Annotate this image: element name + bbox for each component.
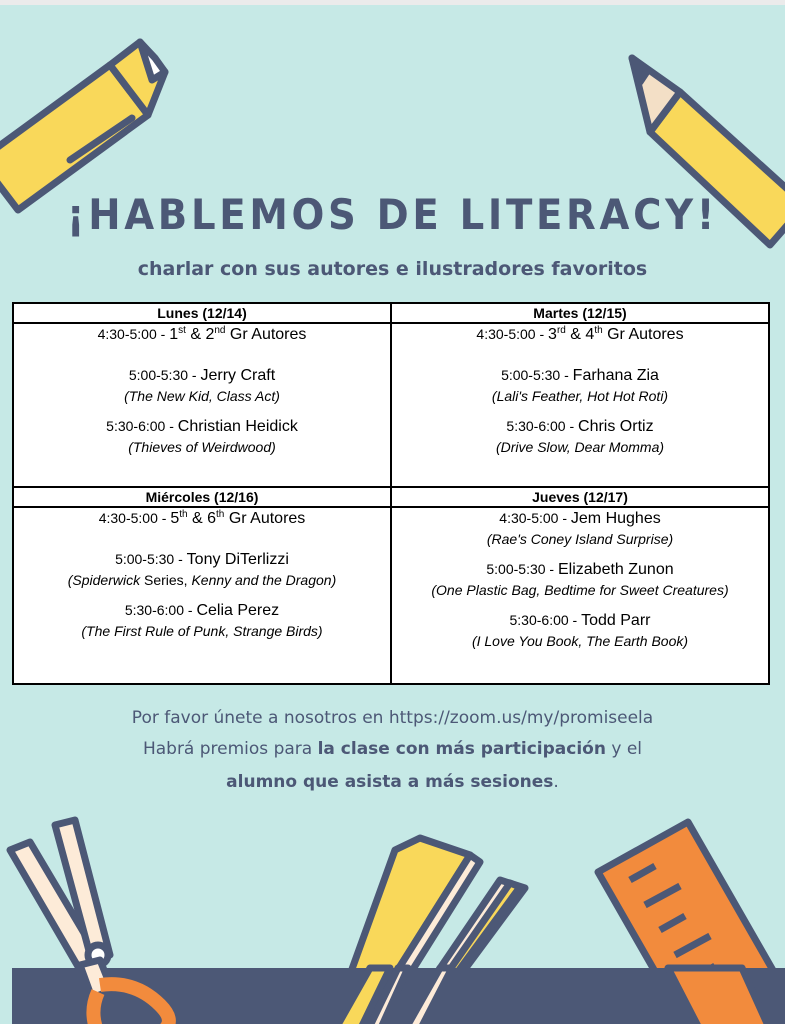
grade-number: 5 [170,510,180,528]
grade-suffix: st [178,325,186,336]
book-title-italic: (Spiderwick [67,572,141,589]
session-time: 5:30-6:00 - [124,602,197,619]
session-slot [392,416,768,437]
day-header-thursday: Jueves (12/17) [391,487,769,507]
session-slot [392,365,768,386]
book-titles: (The New Kid, Class Act) [124,388,280,404]
session-time: 5:30-6:00 - [506,418,579,434]
book-titles [14,570,390,590]
session-slot [14,365,390,386]
session-time: 5:00-5:30 - [501,367,573,383]
book-title-italic: Kenny and the Dragon) [191,572,337,589]
day-header-monday: Lunes (12/14) [13,303,391,323]
book-titles: (Thieves of Weirdwood) [128,439,276,455]
book-titles: (Rae's Coney Island Surprise) [486,531,674,548]
page-subtitle: charlar con sus autores e ilustradores favoritos [137,258,648,280]
grade-number: 2 [205,326,215,343]
grade-number: 1 [169,326,179,343]
grade-joiner: & [185,326,206,343]
grade-joiner: & [187,510,208,528]
session-time: 4:30-5:00 - [499,510,571,527]
prize-text: Habrá premios para [142,739,318,759]
grade-label: Gr Autores [224,510,306,528]
session-time: 5:30-6:00 - [106,418,178,434]
session-slot [14,324,390,345]
grade-suffix: th [179,509,188,521]
scissors-handle-icon [100,984,169,1024]
author-name: Todd Parr [581,612,651,630]
session-time: 5:00-5:30 - [115,551,187,568]
book-titles: (One Plastic Bag, Bedtime for Sweet Creatures) [431,582,729,599]
session-slot [392,508,768,529]
session-slot [392,324,768,345]
prize-text: . [553,772,559,792]
grade-number: 6 [207,510,217,528]
session-time: 4:30-5:00 - [476,326,549,342]
day-header-wednesday: Miércoles (12/16) [13,487,391,507]
author-name: Elizabeth Zunon [557,561,674,579]
author-name: Jerry Craft [200,367,276,384]
session-slot [392,559,768,580]
session-time: 4:30-5:00 - [97,326,170,342]
author-name: Chris Ortiz [578,418,654,435]
grade-suffix: nd [214,325,226,336]
session-slot [14,549,390,570]
grade-label: Gr Autores [225,326,307,343]
book-titles: (Lali's Feather, Hot Hot Roti) [491,388,669,404]
day-cell-monday [13,323,391,487]
grade-number: 4 [585,326,595,343]
session-slot [392,610,768,631]
grade-suffix: th [216,509,225,521]
session-time: 5:00-5:30 - [128,367,201,383]
session-slot [14,600,390,621]
grade-suffix: th [594,325,603,336]
ruler-base-icon [668,968,770,1024]
author-name: Tony DiTerlizzi [186,551,289,569]
prize-highlight: la clase con más participación [317,739,606,759]
author-name: Jem Hughes [570,510,661,528]
book-title-plain: Series, [140,572,192,589]
day-header-tuesday: Martes (12/15) [391,303,769,323]
pen-body-icon [405,968,452,1024]
prize-line-2 [0,772,785,792]
grade-joiner: & [565,326,586,343]
grade-number: 3 [548,326,557,343]
grade-suffix: rd [556,325,566,336]
page-title: ¡HABLEMOS DE LITERACY! [66,190,719,239]
scissors-handle-icon [93,992,98,1024]
day-cell-wednesday [13,507,391,684]
session-slot [14,508,390,529]
author-name: Celia Perez [196,602,280,620]
grade-label: Gr Autores [602,326,684,343]
session-time: 5:30-6:00 - [509,612,582,629]
session-time: 5:00-5:30 - [486,561,558,578]
prize-highlight: alumno que asista a más sesiones [226,772,554,792]
day-cell-thursday [391,507,769,684]
day-cell-tuesday [391,323,769,487]
zoom-invite: Por favor únete a nosotros en https://zoom.us/my/promiseela [131,708,654,728]
session-slot [14,416,390,437]
session-time: 4:30-5:00 - [98,510,171,527]
prize-line [0,739,785,759]
author-name: Christian Heidick [177,418,298,435]
book-titles: (Drive Slow, Dear Momma) [495,439,665,455]
schedule-table [12,302,770,685]
book-titles: (The First Rule of Punk, Strange Birds) [81,623,323,640]
author-name: Farhana Zia [572,367,659,384]
book-titles: (I Love You Book, The Earth Book) [471,633,689,650]
prize-text: y el [605,739,643,759]
